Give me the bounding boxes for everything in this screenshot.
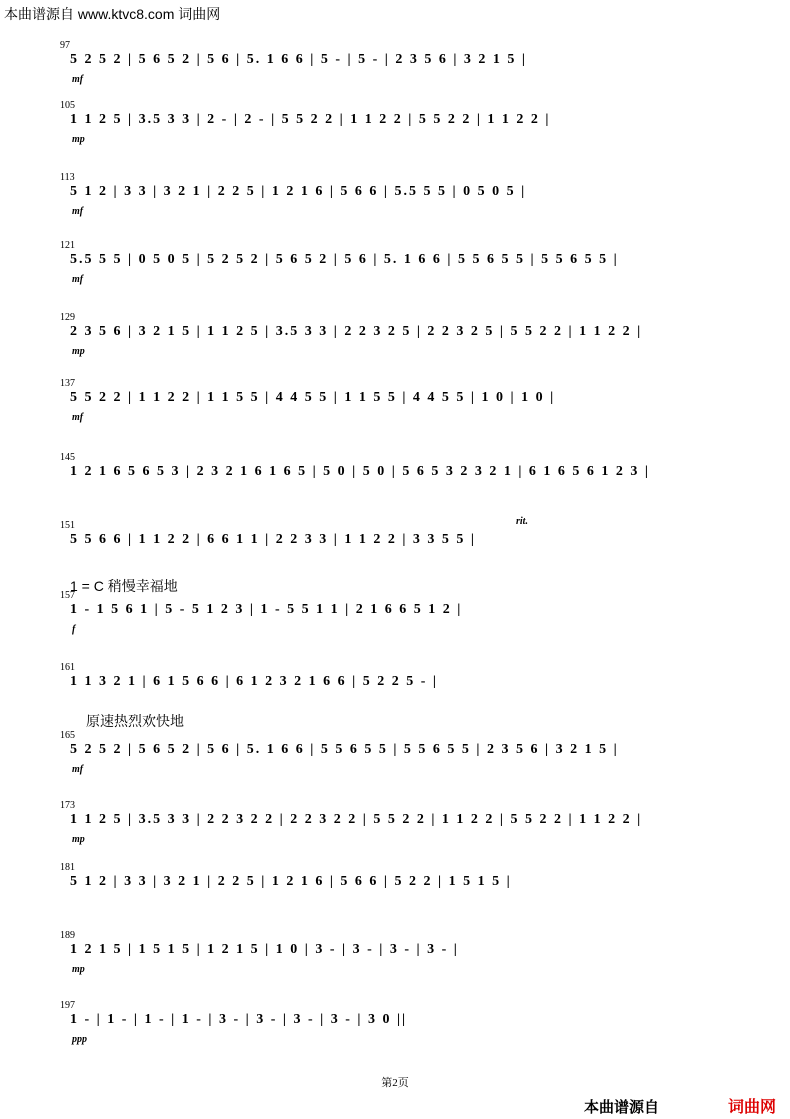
measure-number: 137 [60, 378, 75, 389]
measure-number: 129 [60, 312, 75, 323]
dynamic-mark: mf [72, 274, 84, 285]
measure-number: 97 [60, 40, 70, 51]
footer-left: 本曲谱源自 [584, 1099, 660, 1116]
dynamic-mark: mf [72, 74, 84, 85]
notation-line: 1 1 2 5 | 3.5 3 3 | 2 2 3 2 2 | 2 2 3 2 2 | 5 5 2 2 | 1 1 2 2 | 5 5 2 2 | 1 1 2 2 | [70, 812, 643, 827]
notation-line: 5 5 6 6 | 1 1 2 2 | 6 6 1 1 | 2 2 3 3 | 1 1 2 2 | 3 3 5 5 | [70, 532, 476, 547]
dynamic-mark: mp [72, 134, 85, 145]
measure-number: 189 [60, 930, 75, 941]
notation-line: 1 - | 1 - | 1 - | 1 - | 3 - | 3 - | 3 - | 3 - | 3 0 || [70, 1012, 408, 1027]
footer-right: 词曲网 [728, 1099, 777, 1116]
measure-number: 161 [60, 662, 75, 673]
notation-line: 5 1 2 | 3 3 | 3 2 1 | 2 2 5 | 1 2 1 6 | 5 6 6 | 5.5 5 5 | 0 5 0 5 | [70, 184, 527, 199]
notation-line: 1 - 1 5 6 1 | 5 - 5 1 2 3 | 1 - 5 5 1 1 | 2 1 6 6 5 1 2 | [70, 602, 463, 617]
measure-number: 197 [60, 1000, 75, 1011]
notation-line: 1 2 1 6 5 6 5 3 | 2 3 2 1 6 1 6 5 | 5 0 | 5 0 | 5 6 5 3 2 3 2 1 | 6 1 6 5 6 1 2 3 | [70, 464, 650, 479]
dynamic-mark: mp [72, 964, 85, 975]
measure-number: 157 [60, 590, 75, 601]
dynamic-mark: mp [72, 346, 85, 357]
notation-line: 5 2 5 2 | 5 6 5 2 | 5 6 | 5. 1 6 6 | 5 - | 5 - | 2 3 5 6 | 3 2 1 5 | [70, 52, 527, 67]
measure-number: 151 [60, 520, 75, 531]
notation-line: 5 1 2 | 3 3 | 3 2 1 | 2 2 5 | 1 2 1 6 | 5 6 6 | 5 2 2 | 1 5 1 5 | [70, 874, 512, 889]
measure-number: 105 [60, 100, 75, 111]
dynamic-mark: mf [72, 206, 84, 217]
notation-line: 5.5 5 5 | 0 5 0 5 | 5 2 5 2 | 5 6 5 2 | 5 6 | 5. 1 6 6 | 5 5 6 5 5 | 5 5 6 5 5 | [70, 252, 619, 267]
measure-number: 145 [60, 452, 75, 463]
dynamic-mark: f [72, 624, 76, 635]
dynamic-mark: mp [72, 834, 85, 845]
dynamic-mark: mf [72, 412, 84, 423]
dynamic-mark: mf [72, 764, 84, 775]
page-number: 第2页 [381, 1077, 409, 1089]
section-label: 1 = C 稍慢幸福地 [70, 578, 178, 594]
header-text: 本曲谱源自 www.ktvc8.com 词曲网 [4, 6, 221, 22]
notation-line: 5 5 2 2 | 1 1 2 2 | 1 1 5 5 | 4 4 5 5 | 1 1 5 5 | 4 4 5 5 | 1 0 | 1 0 | [70, 390, 556, 405]
notation-line: 2 3 5 6 | 3 2 1 5 | 1 1 2 5 | 3.5 3 3 | 2 2 3 2 5 | 2 2 3 2 5 | 5 5 2 2 | 1 1 2 2 | [70, 324, 643, 339]
measure-number: 181 [60, 862, 75, 873]
measure-number: 113 [60, 172, 75, 183]
measure-number: 173 [60, 800, 75, 811]
rit-mark: rit. [516, 516, 528, 527]
notation-line: 1 1 2 5 | 3.5 3 3 | 2 - | 2 - | 5 5 2 2 | 1 1 2 2 | 5 5 2 2 | 1 1 2 2 | [70, 112, 551, 127]
notation-line: 5 2 5 2 | 5 6 5 2 | 5 6 | 5. 1 6 6 | 5 5 6 5 5 | 5 5 6 5 5 | 2 3 5 6 | 3 2 1 5 | [70, 742, 619, 757]
dynamic-mark: ppp [72, 1034, 87, 1045]
section-label: 原速热烈欢快地 [86, 713, 184, 729]
notation-line: 1 2 1 5 | 1 5 1 5 | 1 2 1 5 | 1 0 | 3 - | 3 - | 3 - | 3 - | [70, 942, 459, 957]
notation-line: 1 1 3 2 1 | 6 1 5 6 6 | 6 1 2 3 2 1 6 6 | 5 2 2 5 - | [70, 674, 438, 689]
measure-number: 121 [60, 240, 75, 251]
measure-number: 165 [60, 730, 75, 741]
